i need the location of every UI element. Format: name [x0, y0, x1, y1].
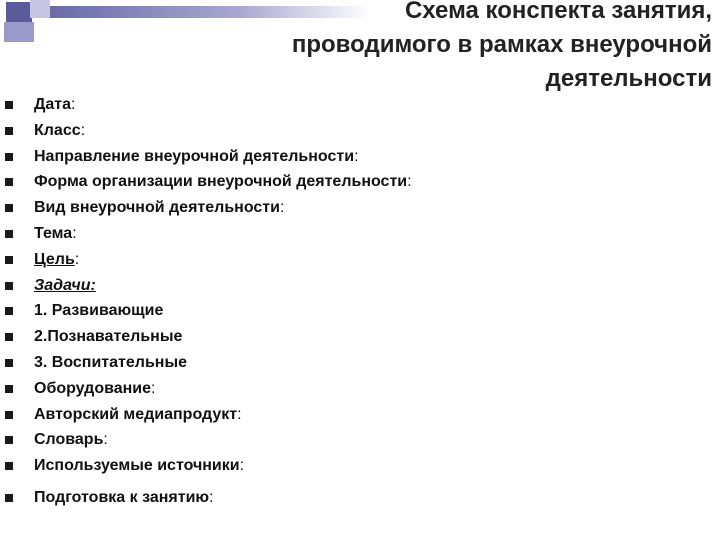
item-label: Цель [34, 250, 75, 268]
square-bullet-icon [5, 359, 13, 367]
decor-square-medium [4, 22, 34, 42]
square-bullet-icon [5, 333, 13, 341]
square-bullet-icon [5, 282, 13, 290]
item-suffix: : [80, 121, 86, 139]
item-text [34, 221, 77, 247]
item-suffix: : [237, 405, 242, 423]
item-text [34, 298, 163, 324]
item-suffix: : [407, 173, 412, 191]
square-bullet-icon [5, 462, 13, 470]
item-text [34, 402, 242, 428]
square-bullet-icon [5, 178, 13, 186]
item-text [34, 273, 96, 299]
item-suffix: : [71, 96, 76, 113]
item-label: 3. Воспитательные [34, 353, 187, 371]
item-label: Авторский медиапродукт [34, 405, 238, 423]
item-label: Словарь [34, 431, 104, 449]
item-label: Подготовка к занятию [34, 488, 210, 506]
item-text [34, 453, 244, 479]
item-suffix: : [151, 379, 156, 397]
title-line-3: деятельности [545, 65, 712, 92]
slide-title [192, 0, 712, 96]
square-bullet-icon [5, 256, 13, 264]
item-label: Форма организации внеурочной деятельности [34, 173, 408, 191]
square-bullet-icon [5, 385, 13, 393]
title-line-2: проводимого в рамках внеурочной [291, 31, 712, 58]
item-suffix: : [354, 147, 359, 165]
item-text [34, 169, 412, 195]
decor-square-light [30, 0, 50, 18]
square-bullet-icon [5, 494, 13, 502]
decor-square-white [36, 18, 50, 32]
item-label: Дата [34, 96, 72, 113]
item-label: 2.Познавательные [34, 328, 183, 346]
square-bullet-icon [5, 101, 13, 109]
item-suffix: : [72, 224, 77, 242]
item-label: Оборудование [34, 379, 152, 397]
square-bullet-icon [5, 204, 13, 212]
item-text [34, 376, 155, 402]
square-bullet-icon [5, 153, 13, 161]
item-suffix: : [209, 488, 214, 506]
item-label: 1. Развивающие [34, 302, 164, 320]
item-suffix: : [279, 199, 285, 217]
item-label: Тема [34, 224, 73, 242]
square-bullet-icon [5, 307, 13, 315]
square-bullet-icon [5, 436, 13, 444]
item-suffix: : [239, 457, 245, 475]
item-text [34, 118, 85, 144]
item-text [34, 427, 108, 453]
item-label: Класс [34, 121, 81, 139]
item-suffix: : [74, 250, 80, 268]
square-bullet-icon [5, 230, 13, 238]
title-line-1: Схема конспекта занятия, [404, 0, 712, 24]
square-bullet-icon [5, 127, 13, 135]
item-label: Направление внеурочной деятельности [34, 147, 355, 165]
item-label: Вид внеурочной деятельности [34, 199, 280, 217]
item-label: Используемые источники [34, 457, 240, 475]
item-text [34, 144, 359, 170]
item-text [34, 324, 182, 350]
item-label: Задачи: [34, 276, 96, 294]
item-text [34, 247, 79, 273]
square-bullet-icon [5, 411, 13, 419]
item-text [34, 350, 187, 376]
item-text [34, 92, 75, 118]
decor-square-dark [6, 2, 32, 22]
item-text [34, 485, 214, 511]
item-suffix: : [103, 431, 108, 449]
item-text [34, 195, 284, 221]
